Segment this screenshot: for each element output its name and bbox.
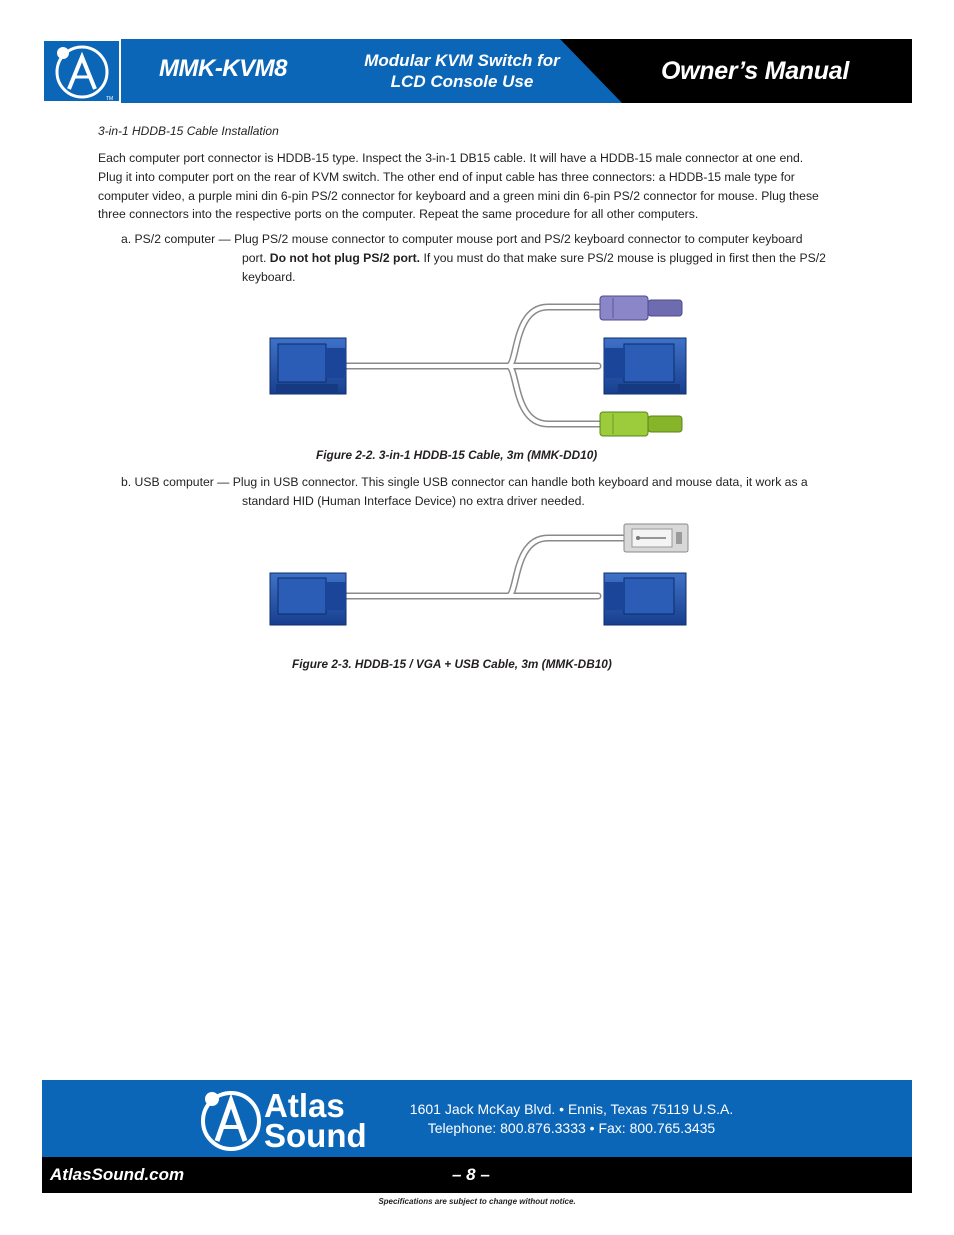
paragraph-line: Each computer port connector is HDDB-15 type. Inspect the 3-in-1 DB15 cable. It will have a HDDB-15 male connector at one end. [98,151,804,165]
item-text: standard HID (Human Interface Device) no extra driver needed. [242,494,585,508]
paragraph-line: computer video, a purple mini din 6-pin PS/2 connector for keyboard and a green mini din 6-pin PS/2 connector for mouse. Plug these [98,188,819,203]
intro-paragraph [98,149,863,224]
model-name: MMK-KVM8 [159,55,287,82]
item-text-rest: If you must do that make sure PS/2 mouse is plugged in first then the PS/2 [420,251,826,265]
item-text: keyboard. [242,270,296,284]
logo-text: Sound [264,1117,367,1153]
atlas-logo-icon [42,39,121,103]
section-title: 3-in-1 HDDB-15 Cable Installation [98,124,279,138]
phone-line: Telephone: 800.876.3333 • Fax: 800.765.3435 [427,1120,716,1136]
page-header [42,39,912,103]
disclaimer: Specifications are subject to change without notice. [378,1197,576,1206]
manual-title: Owner’s Manual [661,57,849,85]
paragraph-line: three connectors into the respective ports on the computer. Repeat the same procedure for all other computers. [98,207,699,222]
item-text [242,249,826,268]
ps2-keyboard-connector [600,296,682,320]
usb-connector [624,524,688,552]
figure-caption: Figure 2-2. 3-in-1 HDDB-15 Cable, 3m (MMK-DD10) [316,448,598,462]
website-link[interactable]: AtlasSound.com [50,1165,185,1184]
logo-text: Atlas [264,1087,345,1124]
address-line: 1601 Jack McKay Blvd. • Ennis, Texas 75119 U.S.A. [409,1101,734,1117]
item-text: b. USB computer — Plug in USB connector. This single USB connector can handle both keyboard and mouse data, it work as a [121,475,808,489]
atlas-sound-logo [198,1085,388,1153]
product-subtitle [332,50,592,92]
company-address [394,1100,749,1138]
svg-text:TM: TM [106,96,114,102]
ps2-mouse-connector [600,412,682,436]
vga-connector-right [604,338,686,394]
list-item-ps2 [121,230,881,290]
figure-vga-usb-cable [268,518,692,628]
figure-caption: Figure 2-3. HDDB-15 / VGA + USB Cable, 3m (MMK-DB10) [292,657,612,671]
subtitle-line: Modular KVM Switch for [364,51,560,70]
list-item-usb [121,473,881,513]
page-number: – 8 – [452,1165,490,1184]
item-text-prefix: port. [242,251,270,265]
warning-text: Do not hot plug PS/2 port. [269,251,421,265]
figure-3in1-cable [268,292,692,442]
subtitle-line: LCD Console Use [390,72,534,91]
vga-connector-right [604,573,686,625]
vga-connector-left [270,338,346,394]
item-text: a. PS/2 computer — Plug PS/2 mouse connector to computer mouse port and PS/2 keyboard connector to computer keyboard [121,232,803,246]
paragraph-line: Plug it into computer port on the rear of KVM switch. The other end of input cable has three connectors: a HDDB-15 male type for [98,169,795,184]
vga-connector-left [270,573,346,625]
